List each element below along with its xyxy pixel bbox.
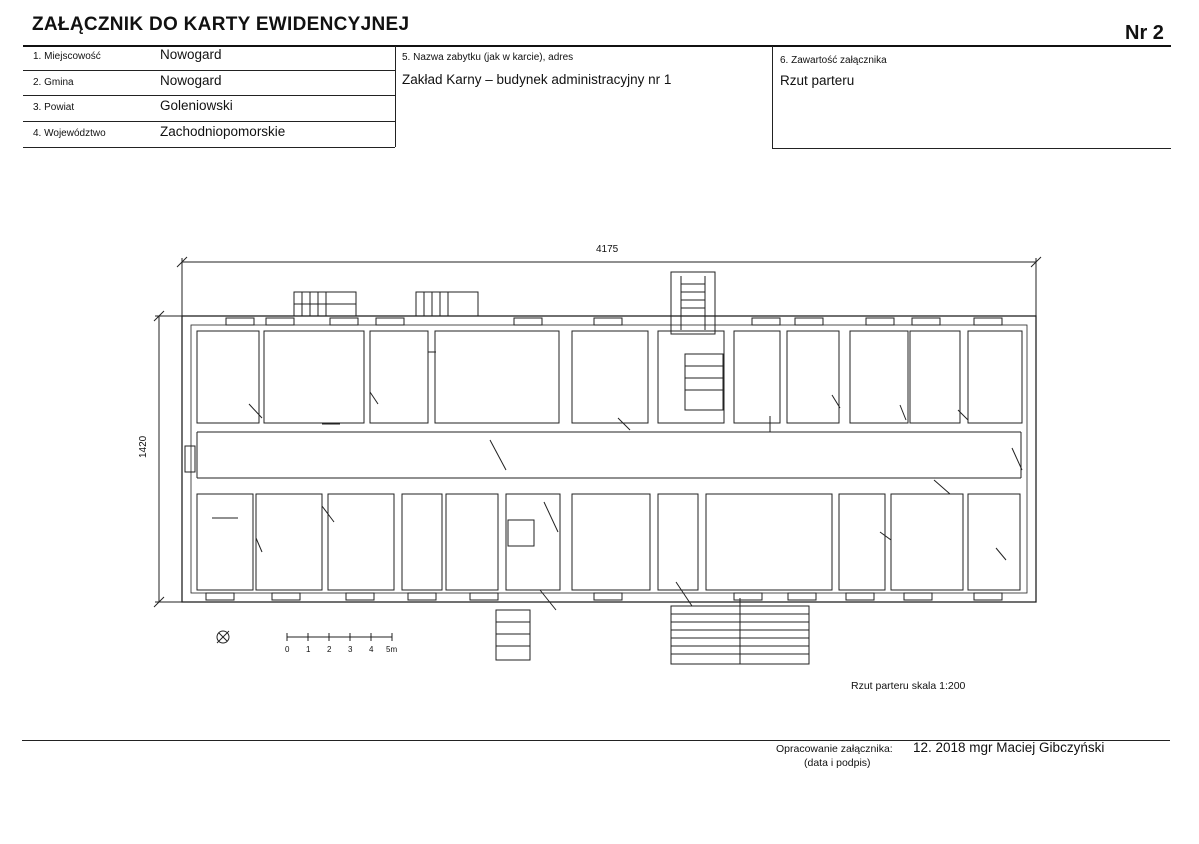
footer-sublabel: (data i podpis) — [804, 757, 871, 769]
field-label-content: 6. Zawartość załącznika — [780, 55, 887, 66]
scale-tick-label: 5m — [386, 645, 398, 654]
rooms-south — [197, 494, 1020, 590]
scale-tick-label: 1 — [306, 645, 311, 654]
footer-label: Opracowanie załącznika: — [776, 743, 893, 755]
attachment-number: Nr 2 — [1125, 22, 1164, 44]
document-title: ZAŁĄCZNIK DO KARTY EWIDENCYJNEJ — [32, 14, 410, 35]
field-value-county: Goleniowski — [160, 98, 233, 113]
doors — [212, 352, 1022, 610]
rooms-north — [197, 331, 1022, 423]
field-value-voivodeship: Zachodniopomorskie — [160, 124, 286, 139]
windows — [206, 318, 1002, 600]
north-arrow-icon — [217, 631, 229, 643]
scale-bar — [287, 633, 392, 641]
footer-signature-value: 12. 2018 mgr Maciej Gibczyński — [913, 740, 1105, 755]
corridor — [185, 432, 1021, 478]
dimension-width-label: 4175 — [596, 244, 619, 255]
field-value-locality: Nowogard — [160, 47, 222, 62]
field-value-commune: Nowogard — [160, 73, 222, 88]
field-value-monument: Zakład Karny – budynek administracyjny nr 1 — [402, 72, 672, 87]
dimension-height-label: 1420 — [138, 435, 149, 458]
scale-tick-label: 0 — [285, 645, 290, 654]
scale-tick-label: 2 — [327, 645, 332, 654]
field-value-content: Rzut parteru — [780, 73, 855, 88]
scale-tick-label: 4 — [369, 645, 374, 654]
field-label-monument: 5. Nazwa zabytku (jak w karcie), adres — [402, 52, 574, 63]
field-label-county: 3. Powiat — [33, 102, 75, 113]
field-label-commune: 2. Gmina — [33, 77, 74, 88]
plan-caption: Rzut parteru skala 1:200 — [851, 680, 966, 692]
scale-tick-label: 3 — [348, 645, 353, 654]
field-label-voivodeship: 4. Województwo — [33, 128, 106, 139]
field-label-locality: 1. Miejscowość — [33, 51, 101, 62]
